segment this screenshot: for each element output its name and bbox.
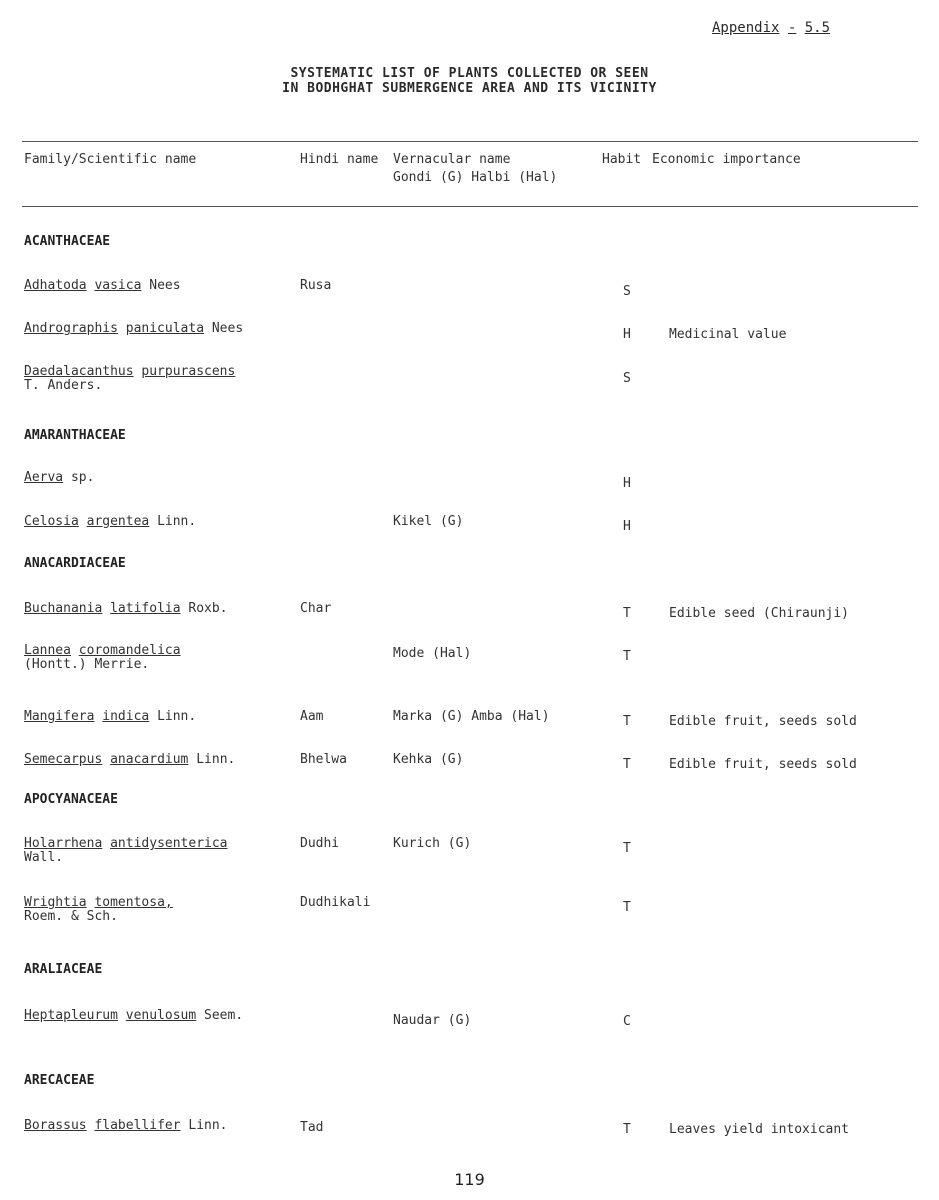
- scientific-name: Heptapleurum venulosum Seem.: [24, 1008, 244, 1023]
- column-header-hindi: Hindi name: [300, 152, 379, 167]
- habit-code: H: [623, 519, 631, 534]
- family-heading: ACANTHACEAE: [24, 234, 111, 249]
- family-heading: AMARANTHACEAE: [24, 428, 126, 443]
- vernacular-name: Kurich (G): [393, 836, 472, 851]
- economic-importance: Medicinal value: [669, 327, 787, 342]
- appendix-label: Appendix - 5.5: [712, 20, 831, 36]
- habit-code: T: [623, 900, 631, 915]
- hindi-name: Aam: [300, 709, 324, 724]
- vernacular-name: Kehka (G): [393, 752, 464, 767]
- scientific-name-author: Wall.: [24, 850, 64, 865]
- scientific-name: Holarrhena antidysenterica: [24, 836, 228, 851]
- hindi-name: Tad: [300, 1120, 324, 1135]
- header-bottom-rule: [22, 206, 918, 207]
- scientific-name: Semecarpus anacardium Linn.: [24, 752, 236, 767]
- scientific-name-author: T. Anders.: [24, 378, 103, 393]
- family-heading: APOCYANACEAE: [24, 792, 118, 807]
- scientific-name: Andrographis paniculata Nees: [24, 321, 244, 336]
- column-header-economic: Economic importance: [652, 152, 801, 167]
- scientific-name: Buchanania latifolia Roxb.: [24, 601, 228, 616]
- scientific-name-author: (Hontt.) Merrie.: [24, 657, 150, 672]
- scientific-name: Daedalacanthus purpurascens: [24, 364, 236, 379]
- scientific-name: Lannea coromandelica: [24, 643, 181, 658]
- column-header-habit: Habit: [602, 152, 642, 167]
- vernacular-name: Mode (Hal): [393, 646, 472, 661]
- scientific-name: Aerva sp.: [24, 470, 95, 485]
- scientific-name: Borassus flabellifer Linn.: [24, 1118, 228, 1133]
- hindi-name: Bhelwa: [300, 752, 347, 767]
- economic-importance: Leaves yield intoxicant: [669, 1122, 850, 1137]
- header-top-rule: [22, 141, 918, 142]
- habit-code: C: [623, 1014, 631, 1029]
- scientific-name: Wrightia tomentosa,: [24, 895, 173, 910]
- economic-importance: Edible fruit, seeds sold: [669, 757, 857, 772]
- page-title-line-1: SYSTEMATIC LIST OF PLANTS COLLECTED OR SEEN: [290, 66, 649, 81]
- habit-code: H: [623, 327, 631, 342]
- column-header-family: Family/Scientific name: [24, 152, 197, 167]
- column-header-vernacular: Vernacular name: [393, 152, 511, 167]
- page-title-line-2: IN BODHGHAT SUBMERGENCE AREA AND ITS VICINITY: [282, 81, 657, 96]
- family-heading: ANACARDIACEAE: [24, 556, 126, 571]
- scientific-name-author: Roem. & Sch.: [24, 909, 118, 924]
- habit-code: S: [623, 284, 631, 299]
- hindi-name: Rusa: [300, 278, 332, 293]
- family-heading: ARALIACEAE: [24, 962, 103, 977]
- habit-code: H: [623, 476, 631, 491]
- page-number: 119: [454, 1170, 485, 1189]
- vernacular-name: Kikel (G): [393, 514, 464, 529]
- economic-importance: Edible fruit, seeds sold: [669, 714, 857, 729]
- habit-code: T: [623, 841, 631, 856]
- economic-importance: Edible seed (Chiraunji): [669, 606, 850, 621]
- vernacular-name: Naudar (G): [393, 1013, 472, 1028]
- scientific-name: Adhatoda vasica Nees: [24, 278, 181, 293]
- habit-code: S: [623, 371, 631, 386]
- family-heading: ARECACEAE: [24, 1073, 95, 1088]
- habit-code: T: [623, 649, 631, 664]
- hindi-name: Dudhikali: [300, 895, 371, 910]
- hindi-name: Dudhi: [300, 836, 340, 851]
- column-header-vernacular-sub: Gondi (G) Halbi (Hal): [393, 170, 558, 185]
- habit-code: T: [623, 714, 631, 729]
- habit-code: T: [623, 606, 631, 621]
- scientific-name: Mangifera indica Linn.: [24, 709, 197, 724]
- vernacular-name: Marka (G) Amba (Hal): [393, 709, 550, 724]
- habit-code: T: [623, 1122, 631, 1137]
- hindi-name: Char: [300, 601, 332, 616]
- scientific-name: Celosia argentea Linn.: [24, 514, 197, 529]
- habit-code: T: [623, 757, 631, 772]
